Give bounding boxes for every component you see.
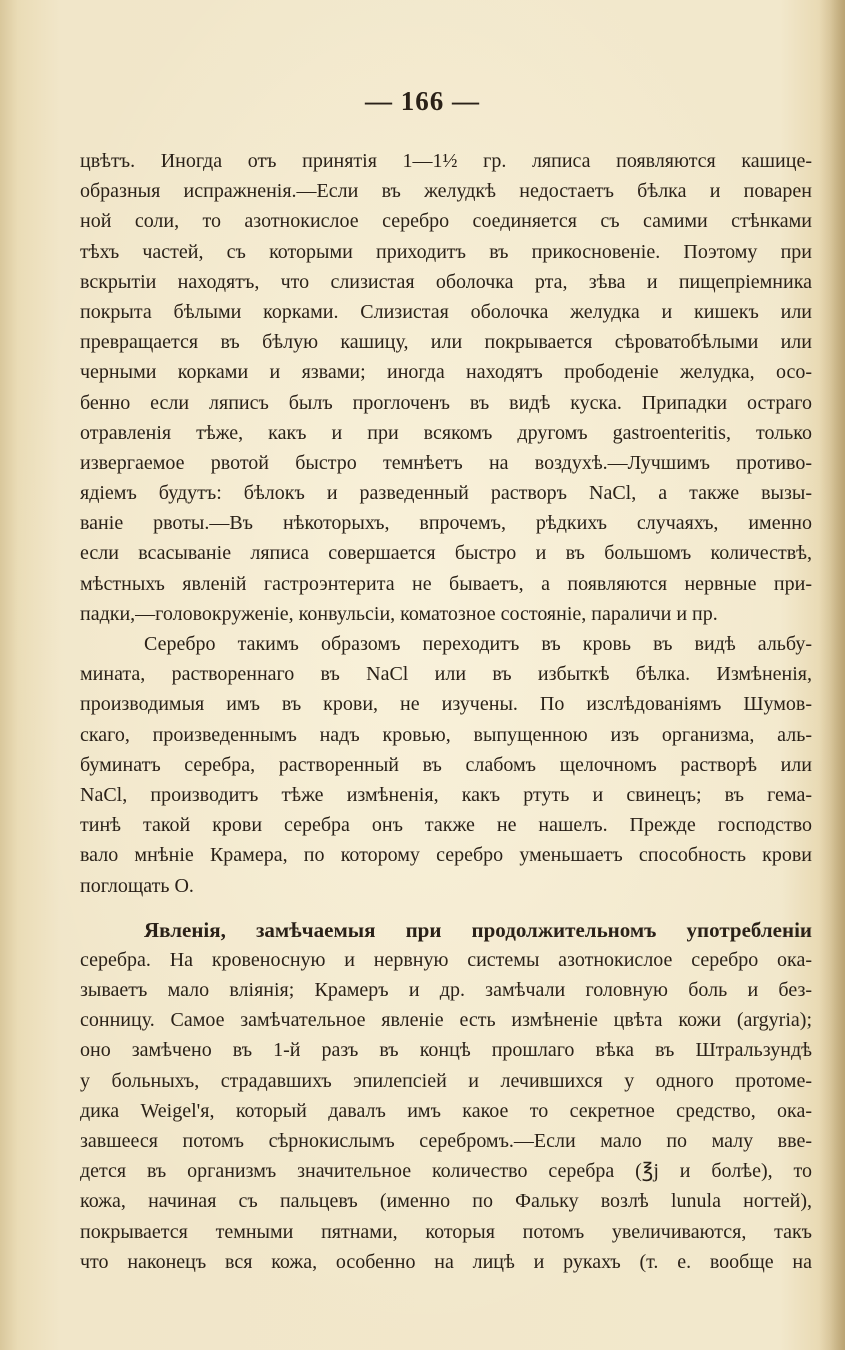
text-line: образныя испражненія.—Если въ желудкѣ недостаетъ бѣлка и поварен xyxy=(80,180,812,203)
text-line: оно замѣчено въ 1-й разъ въ концѣ прошлаго вѣка въ Штральзундѣ xyxy=(80,1039,812,1062)
paragraph-first-line: Серебро такимъ образомъ переходитъ въ кровь въ видѣ альбу- xyxy=(144,633,812,655)
text-line: что наконецъ вся кожа, особенно на лицѣ и рукахъ (т. е. вообще на xyxy=(80,1250,812,1273)
text-line: превращается въ бѣлую кашицу, или покрывается сѣроватобѣлыми или xyxy=(80,331,812,354)
body-text xyxy=(80,146,812,1277)
text-line: бенно если ляписъ былъ проглоченъ въ видѣ куска. Припадки остраго xyxy=(80,391,812,414)
text-line: покрывается темными пятнами, которыя потомъ увеличиваются, такъ xyxy=(80,1220,812,1243)
text-line: извергаемое рвотой быстро темнѣетъ на воздухѣ.—Лучшимъ противо- xyxy=(80,451,812,474)
text-line: поглощать O. xyxy=(80,874,194,897)
text-line: падки,—головокруженіе, конвульсіи, коматозное состояніе, параличи и пр. xyxy=(80,602,718,625)
text-line: завшееся потомъ сѣрнокислымъ серебромъ.—Если мало по малу вве- xyxy=(80,1130,812,1152)
text-line: вало мнѣніе Крамера, по которому серебро уменьшаетъ способность крови xyxy=(80,844,812,867)
text-line: дика Weigel'я, который давалъ имъ какое то секретное средство, ока- xyxy=(80,1099,812,1122)
text-line: тинѣ такой крови серебра онъ также не нашелъ. Прежде господство xyxy=(80,814,812,837)
text-line: цвѣтъ. Иногда отъ принятія 1—1½ гр. ляписа появляются кашице- xyxy=(80,150,812,172)
page-number: — 166 — xyxy=(365,86,480,116)
text-line: тѣхъ частей, съ которыми приходитъ въ прикосновеніе. Поэтому при xyxy=(80,240,812,263)
text-line: серебра. На кровеносную и нервную системы азотнокислое серебро ока- xyxy=(80,948,812,971)
paragraph-gap xyxy=(80,901,812,915)
text-line: у больныхъ, страдавшихъ эпилепсіей и лечившихся у одного протоме- xyxy=(80,1069,812,1092)
text-line: ядіемъ будутъ: бѣлокъ и разведенный растворъ NaCl, а также вызы- xyxy=(80,482,812,505)
text-line: дется въ организмъ значительное количество серебра (℥j и болѣе), то xyxy=(80,1160,812,1183)
text-line: вскрытіи находятъ, что слизистая оболочка рта, зѣва и пищепріемника xyxy=(80,270,812,293)
text-line: зываетъ мало вліянія; Крамеръ и др. замѣчали головную боль и без- xyxy=(80,979,812,1002)
section-heading: Явленія, замѣчаемыя при продолжительномъ употребленіи xyxy=(144,917,812,942)
text-line: буминатъ серебра, растворенный въ слабомъ щелочномъ растворѣ или xyxy=(80,753,812,776)
text-line: ной соли, то азотнокислое серебро соединяется съ самими стѣнками xyxy=(80,210,812,233)
text-line: покрыта бѣлыми корками. Слизистая оболочка желудка и кишекъ или xyxy=(80,300,812,323)
page-edge-shadow xyxy=(819,0,845,1350)
text-line: ваніе рвоты.—Въ нѣкоторыхъ, впрочемъ, рѣдкихъ случаяхъ, именно xyxy=(80,512,812,535)
text-line: мѣстныхъ явленій гастроэнтерита не бываетъ, а появляются нервные при- xyxy=(80,572,812,595)
text-line: скаго, произведеннымъ надъ кровью, выпущенною изъ организма, аль- xyxy=(80,723,812,746)
text-line: NaCl, производитъ тѣже измѣненія, какъ ртуть и свинецъ; въ гема- xyxy=(80,783,812,806)
text-line: если всасываніе ляписа совершается быстро и въ большомъ количествѣ, xyxy=(80,542,812,565)
text-line: производимыя имъ въ крови, не изучены. По изслѣдованіямъ Шумов- xyxy=(80,693,812,716)
text-line: мината, раствореннаго въ NaCl или въ избыткѣ бѣлка. Измѣненія, xyxy=(80,663,812,686)
text-line: сонницу. Самое замѣчательное явленіе есть измѣненіе цвѣта кожи (argyria); xyxy=(80,1009,812,1032)
text-line: черными корками и язвами; иногда находятъ прободеніе желудка, осо- xyxy=(80,361,812,384)
text-line: кожа, начиная съ пальцевъ (именно по Фальку возлѣ lunula ногтей), xyxy=(80,1190,812,1213)
text-line: отравленія тѣже, какъ и при всякомъ другомъ gastroenteritis, только xyxy=(80,421,812,444)
